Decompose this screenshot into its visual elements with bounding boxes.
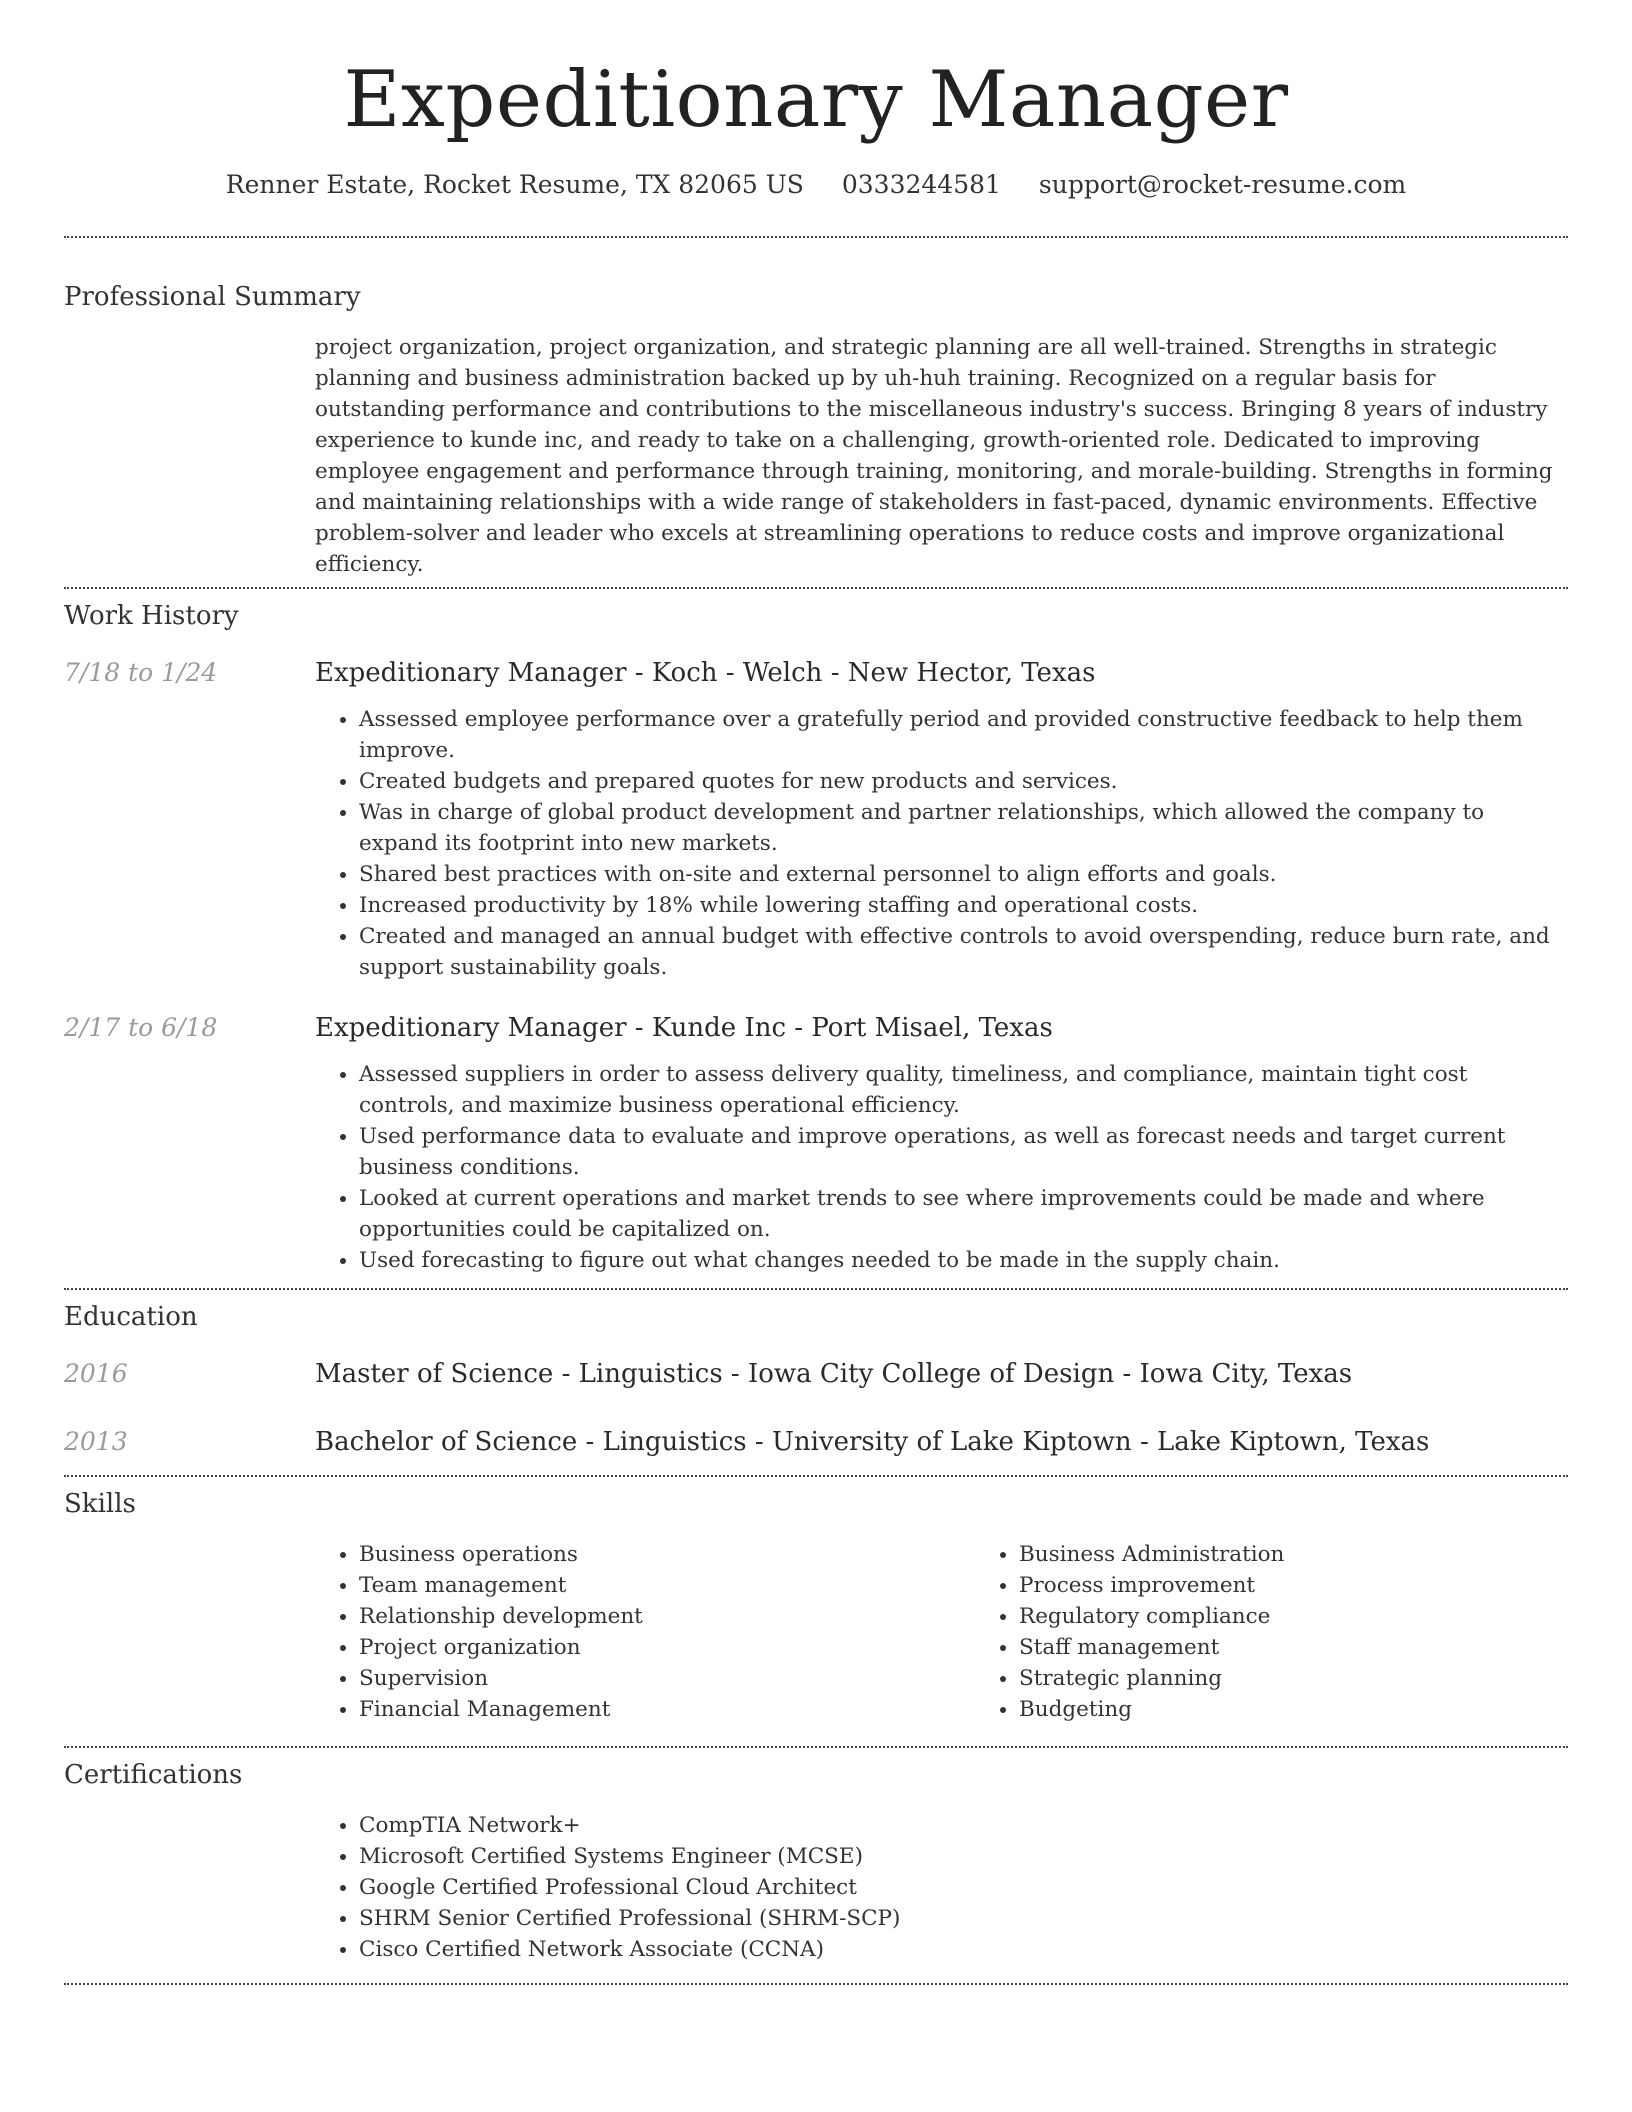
divider bbox=[64, 236, 1568, 238]
job-dates: 7/18 to 1/24 bbox=[64, 658, 218, 687]
education-year: 2016 bbox=[64, 1359, 128, 1388]
list-item: • Project organization bbox=[359, 1632, 975, 1663]
list-item: • Cisco Certified Network Associate (CCNA) bbox=[359, 1934, 1568, 1965]
list-item: • Relationship development bbox=[359, 1601, 975, 1632]
education-entry bbox=[64, 1357, 1568, 1391]
divider bbox=[64, 1288, 1568, 1290]
work-history-section bbox=[64, 599, 1568, 1276]
list-item: • Budgeting bbox=[1019, 1694, 1632, 1725]
certifications-section bbox=[64, 1758, 1568, 1965]
job-title: Expeditionary Manager - Kunde Inc - Port Misael, Texas bbox=[315, 1013, 1053, 1043]
list-item: • Created budgets and prepared quotes for new products and services. bbox=[359, 766, 1568, 797]
skills-list-left bbox=[315, 1539, 975, 1725]
list-item: • Created and managed an annual budget with effective controls to avoid overspending, reduce burn rate, and support sustainability goals. bbox=[359, 921, 1568, 983]
job-dates: 2/17 to 6/18 bbox=[64, 1013, 218, 1042]
list-item: • Increased productivity by 18% while lowering staffing and operational costs. bbox=[359, 890, 1568, 921]
list-item: • Assessed suppliers in order to assess delivery quality, timeliness, and compliance, maintain tight cost controls, and maximize business operational efficiency. bbox=[359, 1059, 1568, 1121]
job-entry bbox=[64, 1011, 1568, 1276]
divider bbox=[64, 1746, 1568, 1748]
list-item: • Used performance data to evaluate and improve operations, as well as forecast needs and target current business conditions. bbox=[359, 1121, 1568, 1183]
list-item: • SHRM Senior Certified Professional (SHRM-SCP) bbox=[359, 1903, 1568, 1934]
list-item: • Business operations bbox=[359, 1539, 975, 1570]
certifications-list bbox=[315, 1810, 1568, 1965]
job-bullets bbox=[315, 1059, 1568, 1276]
job-entry bbox=[64, 656, 1568, 983]
divider bbox=[64, 1983, 1568, 1985]
summary-section bbox=[64, 280, 1568, 580]
skills-columns bbox=[315, 1539, 1632, 1725]
section-title-skills: Skills bbox=[64, 1489, 136, 1519]
list-item: • Supervision bbox=[359, 1663, 975, 1694]
section-title-certifications: Certifications bbox=[64, 1760, 243, 1790]
list-item: • Team management bbox=[359, 1570, 975, 1601]
list-item: • Business Administration bbox=[1019, 1539, 1632, 1570]
contact-line bbox=[64, 168, 1568, 202]
summary-text: project organization, project organization, and strategic planning are all well-trained. Strengths in strategic planning and business administration backed up by uh-huh training. Recognized on a regular basis for outstanding performance and contributions to the miscellaneous industry's success. Bringing 8 years of industry experience to kunde inc, and ready to take on a challenging, growth-oriented role. Dedicated to improving employee engagement and performance through training, monitoring, and morale-building. Strengths in forming and maintaining relationships with a wide range of stakeholders in fast-paced, dynamic environments. Effective problem-solver and leader who excels at streamlining operations to reduce costs and improve organizational efficiency. bbox=[315, 335, 1553, 577]
education-degree: Master of Science - Linguistics - Iowa City College of Design - Iowa City, Texas bbox=[315, 1359, 1353, 1389]
list-item: • Looked at current operations and market trends to see where improvements could be made and where opportunities could be capitalized on. bbox=[359, 1183, 1568, 1245]
job-bullets bbox=[315, 704, 1568, 983]
divider bbox=[64, 587, 1568, 589]
contact-phone: 0333244581 bbox=[841, 170, 1001, 199]
divider bbox=[64, 1475, 1568, 1477]
job-title: Expeditionary Manager - Koch - Welch - New Hector, Texas bbox=[315, 658, 1096, 688]
list-item: • Shared best practices with on-site and external personnel to align efforts and goals. bbox=[359, 859, 1568, 890]
list-item: • Microsoft Certified Systems Engineer (MCSE) bbox=[359, 1841, 1568, 1872]
list-item: • Assessed employee performance over a gratefully period and provided constructive feedback to help them improve. bbox=[359, 704, 1568, 766]
education-entry bbox=[64, 1425, 1568, 1459]
section-title-summary: Professional Summary bbox=[64, 282, 361, 312]
education-year: 2013 bbox=[64, 1427, 128, 1456]
contact-email[interactable]: support@rocket-resume.com bbox=[1038, 170, 1407, 199]
list-item: • Google Certified Professional Cloud Architect bbox=[359, 1872, 1568, 1903]
contact-address: Renner Estate, Rocket Resume, TX 82065 US bbox=[225, 170, 804, 199]
resume-page bbox=[64, 0, 1568, 1985]
list-item: • Staff management bbox=[1019, 1632, 1632, 1663]
section-title-work: Work History bbox=[64, 601, 239, 631]
list-item: • Was in charge of global product development and partner relationships, which allowed the company to expand its footprint into new markets. bbox=[359, 797, 1568, 859]
resume-name: Expeditionary Manager bbox=[343, 55, 1289, 145]
list-item: • Financial Management bbox=[359, 1694, 975, 1725]
list-item: • Strategic planning bbox=[1019, 1663, 1632, 1694]
skills-section bbox=[64, 1487, 1568, 1725]
list-item: • Process improvement bbox=[1019, 1570, 1632, 1601]
list-item: • Used forecasting to figure out what changes needed to be made in the supply chain. bbox=[359, 1245, 1568, 1276]
list-item: • CompTIA Network+ bbox=[359, 1810, 1568, 1841]
section-title-education: Education bbox=[64, 1302, 198, 1332]
education-section bbox=[64, 1300, 1568, 1459]
list-item: • Regulatory compliance bbox=[1019, 1601, 1632, 1632]
education-degree: Bachelor of Science - Linguistics - University of Lake Kiptown - Lake Kiptown, Texas bbox=[315, 1427, 1430, 1457]
skills-list-right bbox=[975, 1539, 1632, 1725]
